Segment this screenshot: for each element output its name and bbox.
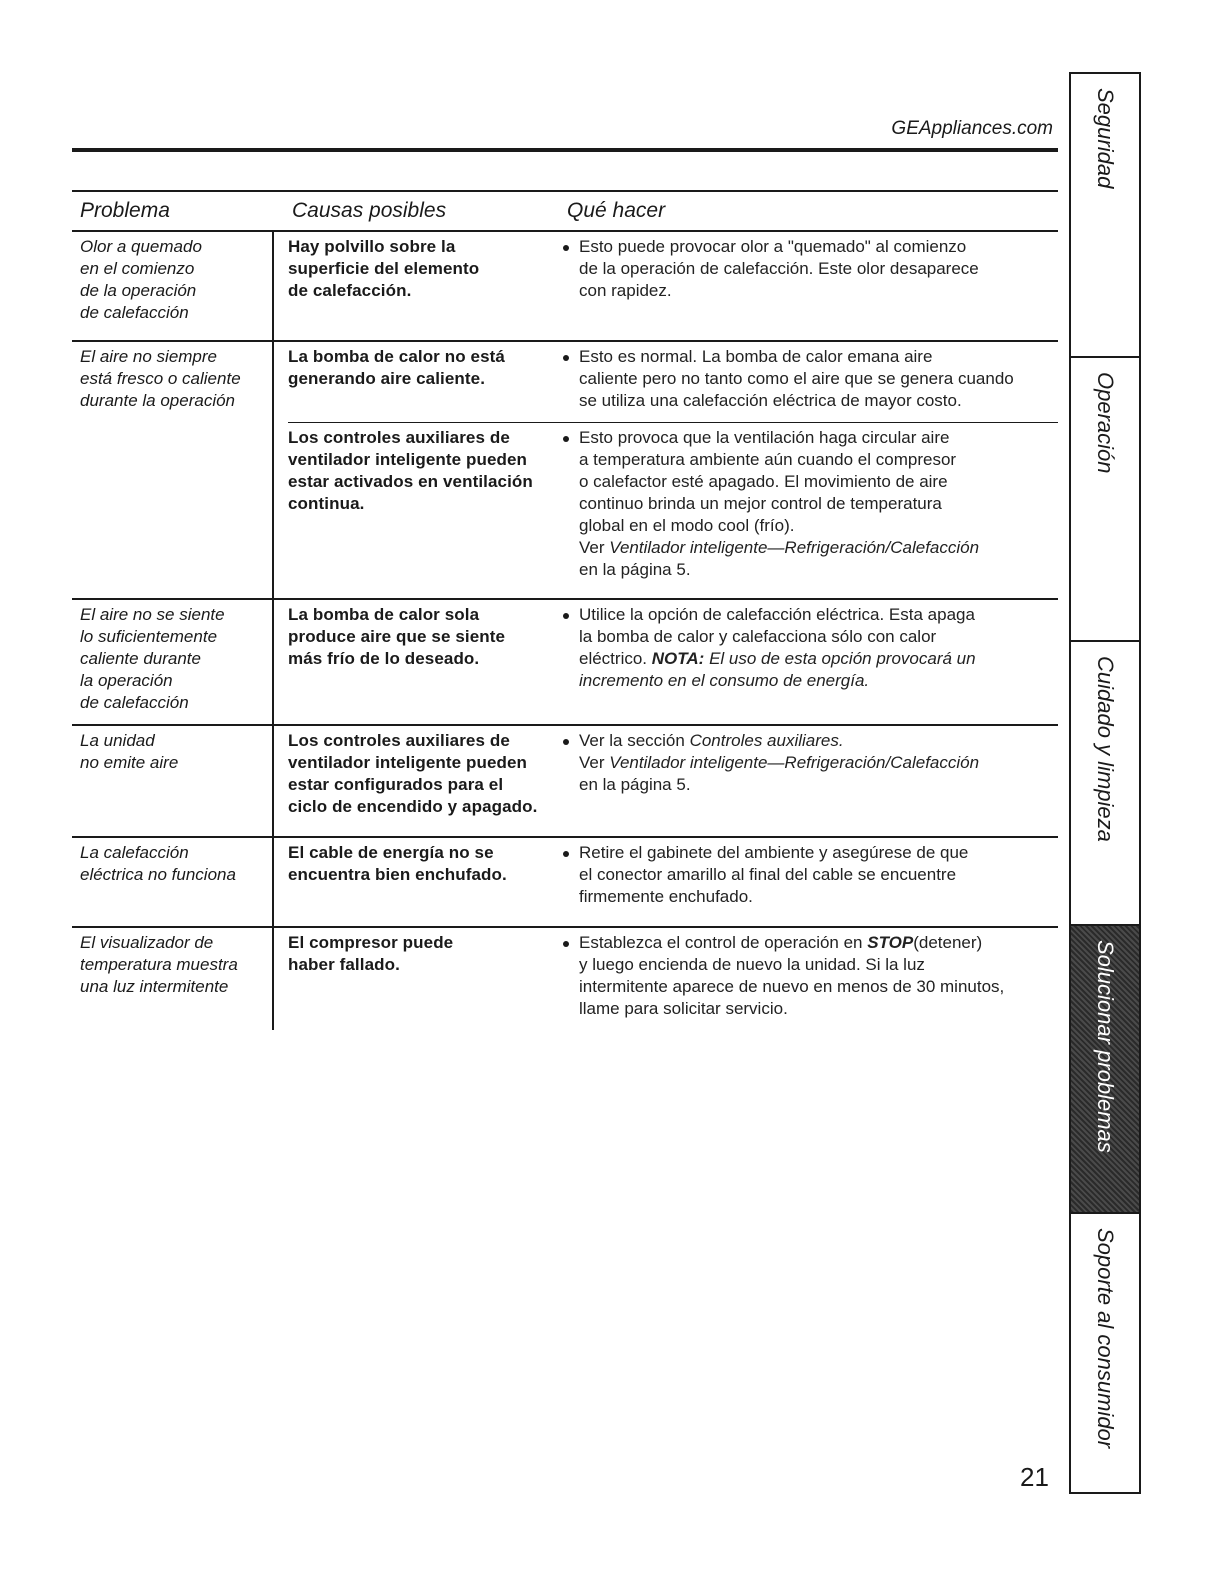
todo-line [579,346,1038,368]
cause-line: estar activados en ventilación [288,472,533,491]
causes-group [274,838,1058,926]
bullet-icon [563,436,569,442]
todo-line [579,471,1038,493]
todo-cell [563,604,1058,692]
todo-line [579,864,1038,886]
todo-text: Retire el gabinete del ambiente y asegúrese de que [579,843,969,862]
top-rule [72,148,1058,152]
cause-line: más frío de lo deseado. [288,649,480,668]
todo-line [579,932,1038,954]
bullet-icon [563,739,569,745]
cause-line: La bomba de calor sola [288,605,480,624]
cause-cell [274,236,563,302]
cause-line: ciclo de encendido y apagado. [288,797,538,816]
cause-row [274,726,1058,828]
cause-cell [274,604,563,692]
cause-line: encuentra bien enchufado. [288,865,507,884]
problem-line: El visualizador de [80,933,214,952]
note-text: incremento en el consumo de energía. [579,671,870,690]
side-tab-soporte-al-consumidor[interactable] [1071,1214,1139,1492]
todo-cell [563,346,1058,412]
problem-line: El aire no siempre [80,347,218,366]
cause-line: Los controles auxiliares de [288,731,510,750]
problem-line: durante la operación [80,391,236,410]
todo-line [579,537,1038,559]
todo-text: intermitente aparece de nuevo en menos de 30 minutos, [579,977,1005,996]
cause-line: Los controles auxiliares de [288,428,510,447]
problem-line: la operación [80,671,173,690]
todo-line [579,648,1038,670]
problem-line: no emite aire [80,753,179,772]
problem-cell [72,726,274,836]
todo-line [579,752,1038,774]
causes-group [274,726,1058,836]
cause-line: El compresor puede [288,933,454,952]
todo-line [579,236,1038,258]
todo-text: Ver la sección [579,731,685,750]
problem-line: está fresco o caliente [80,369,241,388]
todo-line [579,280,1038,302]
cause-line: continua. [288,494,365,513]
causes-group [274,342,1058,598]
todo-line [579,886,1038,908]
todo-cell [563,427,1058,581]
cause-cell [274,730,563,818]
cause-line: de calefacción. [288,281,412,300]
cause-line: ventilador inteligente pueden [288,753,528,772]
header-problem: Problema [80,199,170,222]
note-label: NOTA: [651,649,705,668]
table-header [72,192,1058,230]
cause-row [288,422,1058,591]
troubleshooting-table [72,190,1058,1030]
todo-cell [563,932,1058,1020]
todo-text: el conector amarillo al final del cable se encuentre [579,865,957,884]
cause-cell [274,932,563,1020]
todo-text: y luego encienda de nuevo la unidad. Si la luz [579,955,925,974]
bullet-icon [563,941,569,947]
table-row [72,600,1058,724]
bullet-icon [563,613,569,619]
todo-line [579,604,1038,626]
todo-line [579,626,1038,648]
todo-text: global en el modo cool (frío). [579,516,795,535]
todo-line [579,954,1038,976]
site-url[interactable]: GEAppliances.com [891,118,1053,139]
cause-line: La bomba de calor no está [288,347,505,366]
todo-line [579,976,1038,998]
problem-cell [72,838,274,926]
todo-text: llame para solicitar servicio. [579,999,788,1018]
problem-line: Olor a quemado [80,237,202,256]
cause-line: generando aire caliente. [288,369,486,388]
bullet-icon [563,355,569,361]
problem-cell [72,928,274,1030]
todo-text: de la operación de calefacción. Este olor desaparece [579,259,979,278]
todo-line [579,730,1038,752]
todo-line [579,258,1038,280]
causes-group [274,600,1058,724]
problem-line: una luz intermitente [80,977,229,996]
todo-line [579,390,1038,412]
cause-row [274,232,1058,312]
todo-cell [563,236,1058,302]
problem-line: El aire no se siente [80,605,225,624]
page-reference: Ventilador inteligente—Refrigeración/Calefacción [609,538,980,557]
side-tab-cuidado-y-limpieza[interactable] [1071,642,1139,926]
todo-text: a temperatura ambiente aún cuando el compresor [579,450,957,469]
todo-text: Esto es normal. La bomba de calor emana aire [579,347,933,366]
todo-line [579,670,1038,692]
todo-text: Esto puede provocar olor a "quemado" al comienzo [579,237,967,256]
header-causes: Causas posibles [292,199,447,222]
problem-line: eléctrica no funciona [80,865,236,884]
todo-text: firmemente enchufado. [579,887,753,906]
todo-line [579,493,1038,515]
cause-line: produce aire que se siente [288,627,506,646]
todo-line [579,427,1038,449]
header-todo: Qué hacer [567,199,666,222]
table-row [72,726,1058,836]
problem-cell [72,232,274,340]
cause-row [274,928,1058,1030]
problem-cell [72,600,274,724]
cause-line: haber fallado. [288,955,400,974]
causes-group [274,232,1058,340]
todo-text: continuo brinda un mejor control de temperatura [579,494,942,513]
todo-text: caliente pero no tanto como el aire que se genera cuando [579,369,1014,388]
todo-text: eléctrico. [579,649,648,668]
todo-text: (detener) [913,933,983,952]
note-text: El uso de esta opción provocará un [709,649,976,668]
todo-line [579,774,1038,796]
table-row [72,838,1058,926]
table-row [72,928,1058,1030]
todo-cell [563,730,1058,818]
todo-line [579,998,1038,1020]
problem-line: de calefacción [80,303,189,322]
side-tabs [1069,72,1141,1494]
cause-row [274,342,1058,422]
cause-cell [274,346,563,412]
todo-line [579,368,1038,390]
problem-line: de la operación [80,281,197,300]
page-reference: Ventilador inteligente—Refrigeración/Calefacción [609,753,980,772]
problem-line: lo suficientemente [80,627,218,646]
problem-cell [72,342,274,598]
table-row [72,342,1058,598]
side-tab-solucionar-problemas[interactable] [1071,926,1139,1214]
problem-line: de calefacción [80,693,189,712]
problem-line: caliente durante [80,649,201,668]
cause-cell [274,842,563,908]
side-tab-label: Soporte al consumidor [1093,1228,1118,1449]
todo-text: en la página 5. [579,775,691,794]
section-reference: Controles auxiliares. [689,731,844,750]
side-tab-label: Solucionar problemas [1093,940,1118,1153]
side-tab-seguridad[interactable] [1071,74,1139,358]
page-number: 21 [1020,1462,1049,1492]
cause-line: superficie del elemento [288,259,480,278]
problem-line: temperatura muestra [80,955,238,974]
todo-text: o calefactor esté apagado. El movimiento de aire [579,472,948,491]
cause-row [274,600,1058,702]
bullet-icon [563,851,569,857]
cause-line: estar configurados para el [288,775,504,794]
problem-line: La calefacción [80,843,189,862]
todo-line [579,842,1038,864]
todo-text: se utiliza una calefacción eléctrica de mayor costo. [579,391,962,410]
bullet-icon [563,245,569,251]
todo-line [579,449,1038,471]
problem-line: en el comienzo [80,259,195,278]
side-tab-label: Cuidado y limpieza [1093,656,1118,842]
todo-cell [563,842,1058,908]
todo-text: la bomba de calor y calefacciona sólo con calor [579,627,937,646]
todo-text: con rapidez. [579,281,672,300]
side-tab-label: Operación [1093,372,1118,474]
todo-text: Establezca el control de operación en [579,933,863,952]
todo-text: en la página 5. [579,560,691,579]
cause-line: Hay polvillo sobre la [288,237,456,256]
cause-line: ventilador inteligente pueden [288,450,528,469]
problem-line: La unidad [80,731,155,750]
todo-text: Esto provoca que la ventilación haga circular aire [579,428,950,447]
causes-group [274,928,1058,1030]
cause-line: El cable de energía no se [288,843,494,862]
table-row [72,232,1058,340]
todo-line [579,559,1038,581]
side-tab-operaci-n[interactable] [1071,358,1139,642]
todo-line [579,515,1038,537]
cause-cell [288,427,563,581]
cause-row [274,838,1058,918]
todo-text: Ver [579,753,605,772]
todo-text: Utilice la opción de calefacción eléctrica. Esta apaga [579,605,975,624]
side-tab-label: Seguridad [1093,88,1118,189]
todo-text: Ver [579,538,605,557]
stop-label: STOP [867,933,914,952]
